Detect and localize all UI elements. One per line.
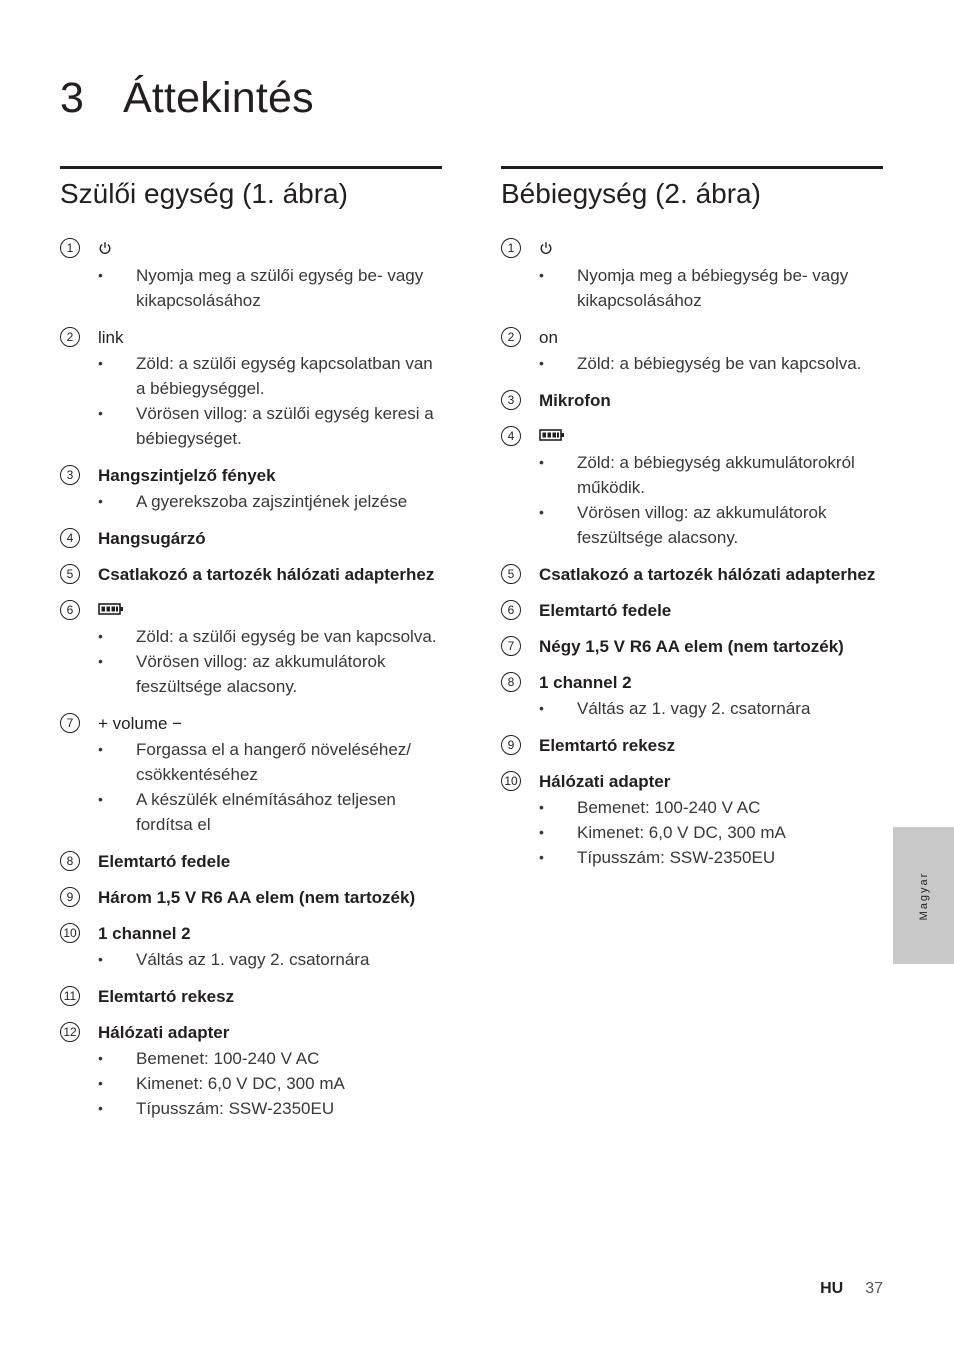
item-number-badge: 10 [501,771,521,791]
list-item [60,887,442,909]
list-item [60,986,442,1008]
bullet-item: • Zöld: a bébiegység akkumulátorokról működik. [539,450,883,500]
item-label: Elemtartó rekesz [539,736,676,756]
battery-icon [98,600,124,622]
baby-unit-section [501,166,883,884]
list-item [501,600,883,622]
bullet-list [98,1046,442,1121]
bullet-list [98,624,442,699]
list-item [60,465,442,514]
item-label: Hangsugárzó [98,528,206,548]
list-item [60,851,442,873]
bullet-item: • Nyomja meg a szülői egység be- vagy kikapcsolásához [98,263,442,313]
item-label: Hálózati adapter [539,772,671,792]
bullet-item: • Bemenet: 100-240 V AC [98,1046,442,1071]
item-label: + volume − [98,714,183,734]
list-item [60,1022,442,1121]
list-item [501,327,883,376]
chapter-title [60,74,314,123]
baby-unit-heading: Bébiegység (2. ábra) [501,178,761,209]
item-number-badge: 12 [60,1022,80,1042]
item-label: Elemtartó fedele [98,852,231,872]
item-number-badge: 3 [60,465,80,485]
item-number-badge: 11 [60,986,80,1006]
item-label: Mikrofon [539,390,611,410]
item-number-badge: 8 [60,851,80,871]
item-number-badge: 5 [501,564,521,584]
list-item [60,238,442,313]
page-footer [820,1280,883,1298]
power-icon [539,239,553,261]
item-number-badge: 9 [60,887,80,907]
item-number-badge: 7 [60,713,80,733]
bullet-item: • A gyerekszoba zajszintjének jelzése [98,489,442,514]
bullet-item: • A készülék elnémításához teljesen fordítsa el [98,787,442,837]
item-number-badge: 9 [501,735,521,755]
item-label [98,238,442,261]
list-item [60,713,442,837]
chapter-title-text: Áttekintés [123,74,314,122]
item-label: Csatlakozó a tartozék hálózati adapterhez [98,564,435,584]
item-number-badge: 7 [501,636,521,656]
item-label: Elemtartó rekesz [98,987,235,1007]
bullet-item: • Nyomja meg a bébiegység be- vagy kikapcsolásához [539,263,883,313]
bullet-list [98,351,442,451]
bullet-list [98,489,442,514]
item-number-badge: 2 [501,327,521,347]
chapter-number: 3 [60,74,85,122]
item-number-badge: 10 [60,923,80,943]
item-label [98,600,442,623]
item-label: Hangszintjelző fények [98,465,276,485]
parent-unit-list [60,238,442,1121]
item-label: Három 1,5 V R6 AA elem (nem tartozék) [98,888,416,908]
item-label [539,426,883,449]
list-item [501,735,883,757]
section-rule [501,166,883,169]
item-number-badge: 1 [501,238,521,258]
list-item [501,771,883,870]
item-label: 1 channel 2 [98,924,191,944]
item-label: Négy 1,5 V R6 AA elem (nem tartozék) [539,637,844,657]
item-label: link [98,327,124,347]
power-icon [98,239,112,261]
bullet-list [539,450,883,550]
item-number-badge: 6 [501,600,521,620]
parent-unit-section [60,166,442,1135]
bullet-item: • Zöld: a szülői egység be van kapcsolva. [98,624,442,649]
bullet-item: • Bemenet: 100-240 V AC [539,795,883,820]
item-number-badge: 8 [501,672,521,692]
page-number: 37 [865,1280,883,1297]
bullet-item: • Zöld: a bébiegység be van kapcsolva. [539,351,883,376]
language-side-tab [893,827,954,964]
list-item [60,564,442,586]
list-item [501,390,883,412]
item-number-badge: 1 [60,238,80,258]
item-label [539,238,883,261]
item-label: Elemtartó fedele [539,601,672,621]
bullet-item: • Kimenet: 6,0 V DC, 300 mA [98,1071,442,1096]
side-tab-label: Magyar [917,871,930,920]
item-number-badge: 6 [60,600,80,620]
list-item [60,600,442,700]
baby-unit-list [501,238,883,870]
item-number-badge: 4 [60,528,80,548]
item-number-badge: 4 [501,426,521,446]
bullet-item: • Kimenet: 6,0 V DC, 300 mA [539,820,883,845]
bullet-list [98,737,442,837]
bullet-item: • Vörösen villog: az akkumulátorok feszültsége alacsony. [98,649,442,699]
bullet-item: • Vörösen villog: az akkumulátorok feszültsége alacsony. [539,500,883,550]
item-label: 1 channel 2 [539,673,632,693]
parent-unit-heading: Szülői egység (1. ábra) [60,178,348,209]
item-label: on [539,327,558,347]
bullet-item: • Típusszám: SSW-2350EU [539,845,883,870]
bullet-item: • Típusszám: SSW-2350EU [98,1096,442,1121]
list-item [60,923,442,972]
list-item [501,238,883,313]
item-label: Hálózati adapter [98,1023,230,1043]
list-item [501,672,883,721]
bullet-list [539,351,883,376]
item-number-badge: 5 [60,564,80,584]
bullet-list [539,263,883,313]
list-item [60,528,442,550]
bullet-list [539,795,883,870]
bullet-list [98,263,442,313]
bullet-item: • Váltás az 1. vagy 2. csatornára [539,696,883,721]
bullet-list [539,696,883,721]
item-label: Csatlakozó a tartozék hálózati adapterhez [539,565,876,585]
section-rule [60,166,442,169]
item-number-badge: 2 [60,327,80,347]
list-item [501,564,883,586]
list-item [501,636,883,658]
bullet-list [98,947,442,972]
list-item [60,327,442,451]
footer-language: HU [820,1280,844,1297]
item-number-badge: 3 [501,390,521,410]
bullet-item: • Forgassa el a hangerő növeléséhez/ csökkentéséhez [98,737,442,787]
bullet-item: • Vörösen villog: a szülői egység keresi a bébiegységet. [98,401,442,451]
battery-icon [539,426,565,448]
list-item [501,426,883,551]
bullet-item: • Váltás az 1. vagy 2. csatornára [98,947,442,972]
bullet-item: • Zöld: a szülői egység kapcsolatban van a bébiegységgel. [98,351,442,401]
